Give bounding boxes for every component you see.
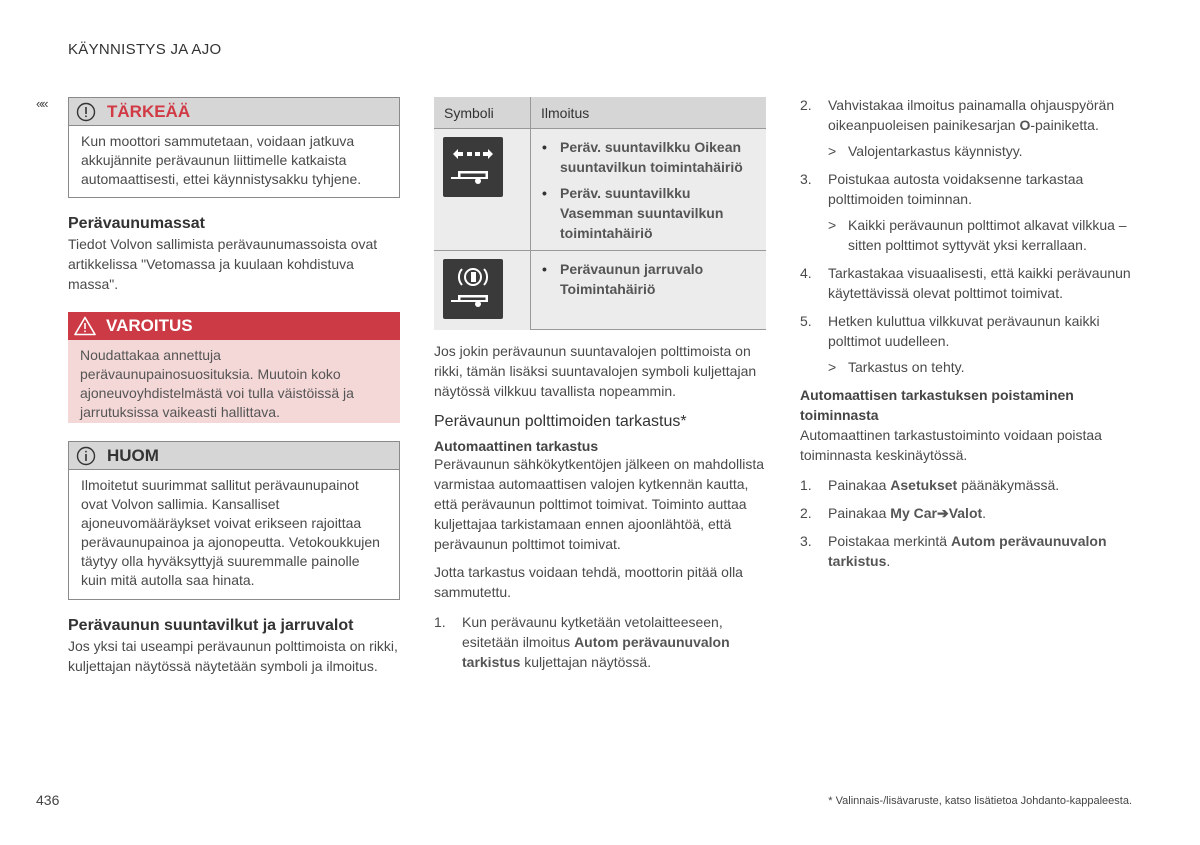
indicators-text: Jos yksi tai useampi perävaunun polttimoista on rikki, kuljettajan näytössä näytetään symboli ja ilmoitus. (68, 638, 398, 674)
table-header-row (434, 97, 766, 129)
arrow-right-icon: ➔ (936, 505, 949, 521)
auto-check-subheading: Automaattinen tarkastus (434, 438, 599, 454)
page-header: KÄYNNISTYS JA AJO (68, 41, 222, 58)
table-item-right-signal: • Peräv. suuntavilkku Oikean suuntavilkun toimintahäiriö (532, 137, 765, 177)
symbol-table (434, 97, 766, 330)
note-title: HUOM (107, 445, 159, 465)
auto-check-p2: Jotta tarkastus voidaan tehdä, moottorin pitää olla sammutettu. (434, 564, 743, 600)
footnote: * Valinnais-/lisävaruste, katso lisätietoa Johdanto-kappaleesta. (828, 795, 1132, 807)
step-5-result: > Tarkastus on tehty. (828, 359, 965, 375)
table-item-left-signal: • Peräv. suuntavilkku Vasemman suuntavilkun toimintahäiriö (532, 183, 765, 243)
important-title: TÄRKEÄÄ (107, 101, 191, 121)
disable-step-1: 1. Painakaa Asetukset päänäkymässä. (800, 477, 1060, 493)
step-5: 5. Hetken kuluttua vilkkuvat perävaunun kaikki polttimot uudelleen. > Tarkastus on tehty. (800, 311, 1132, 377)
info-icon (75, 445, 97, 467)
important-header (69, 98, 399, 125)
warning-box (68, 312, 400, 423)
step-2: 2. Vahvistakaa ilmoitus painamalla ohjauspyörän oikeanpuoleisen painikesarjan O-painiketta. > Valojentarkastus käynnistyy. (800, 95, 1132, 161)
indicators-heading: Perävaunun suuntavilkut ja jarruvalot (68, 617, 354, 634)
step-1: 1. Kun perävaunu kytketään vetolaitteeseen, esitetään ilmoitus Autom perävaunuvalon tarkistus kuljettajan näytössä. (434, 614, 730, 670)
table-row (434, 251, 766, 330)
trailer-mass-heading: Perävaunumassat (68, 215, 205, 232)
table-row (434, 129, 766, 251)
disable-heading: Automaattisen tarkastuksen poistaminen toiminnasta (800, 387, 1074, 423)
back-arrows-icon[interactable]: «« (36, 96, 47, 111)
disable-step-3: 3. Poistakaa merkintä Autom perävaunuvalon tarkistus. (800, 533, 1107, 569)
warning-header (68, 312, 400, 340)
note-box (68, 441, 400, 600)
step-2-result: > Valojentarkastus käynnistyy. (828, 143, 1023, 159)
warning-title: VAROITUS (106, 316, 193, 335)
step-3: 3. Poistukaa autosta voidaksenne tarkastaa polttimoiden toiminnan. > Kaikki perävaunun polttimot alkavat vilkkua – sitten polttimot syttyvät yksi kerrallaan. (800, 169, 1132, 255)
col-symbol-header: Symboli (434, 97, 531, 129)
step-3-result: > Kaikki perävaunun polttimot alkavat vilkkua – sitten polttimot syttyvät yksi kerrallaan. (828, 217, 1127, 253)
trailer-turn-signal-icon (443, 137, 503, 197)
note-header (69, 442, 399, 469)
warning-triangle-icon (74, 315, 96, 337)
table-item-brake-light: • Perävaunun jarruvalo Toimintahäiriö (532, 259, 765, 299)
step-4: 4. Tarkastakaa visuaalisesti, että kaikki perävaunun käytettävissä olevat polttimot toimivat. (800, 265, 1131, 301)
col-message-header: Ilmoitus (531, 97, 767, 129)
important-box (68, 97, 400, 198)
note-text: Ilmoitetut suurimmat sallitut perävaunupainot ovat Volvon sallimia. Kansalliset ajoneuvomääräykset voivat erikseen rajoittaa perävaunupainoa ja ajonopeutta. Vetokoukkujen täytyy olla hyväksyttyjä suuremmalle painolle kuin mitä autolla saa hinata. (69, 469, 399, 599)
disable-text: Automaattinen tarkastustoiminto voidaan poistaa toiminnasta keskinäytössä. (800, 427, 1102, 463)
trailer-brake-light-icon (443, 259, 503, 319)
exclamation-icon (75, 101, 97, 123)
page-number: 436 (36, 792, 60, 808)
col2-paragraph: Jos jokin perävaunun suuntavalojen polttimoista on rikki, tämän lisäksi suuntavalojen symboli kuljettajan näytössä vilkkuu tavallista nopeammin. (434, 343, 757, 399)
trailer-mass-text: Tiedot Volvon sallimista perävaunumassoista ovat artikkelissa "Vetomassa ja kuulaan kohdistuva massa". (68, 236, 378, 292)
warning-text: Noudattakaa annettuja perävaunupainosuosituksia. Muutoin koko ajoneuvoyhdistelmästä voi tulla väistöissä ja jarrutuksissa vaikeasti hallittava. (68, 340, 400, 423)
important-text: Kun moottori sammutetaan, voidaan jatkuva akkujännite perävaunun liittimelle katkaista automaattisesti, ettei käynnistysakku tyhjene. (69, 125, 399, 198)
auto-check-p1: Perävaunun sähkökytkentöjen jälkeen on mahdollista varmistaa automaattisen valojen kytkennän kautta, että perävaunun polttimot toimivat. Toiminto auttaa kuljettajaa tarkistamaan ennen ajoonlähtöä, että perävaunun polttimot toimivat. (434, 456, 764, 552)
disable-step-2: 2. Painakaa My Car➔Valot. (800, 505, 987, 521)
bulb-check-heading: Perävaunun polttimoiden tarkastus* (434, 413, 687, 430)
